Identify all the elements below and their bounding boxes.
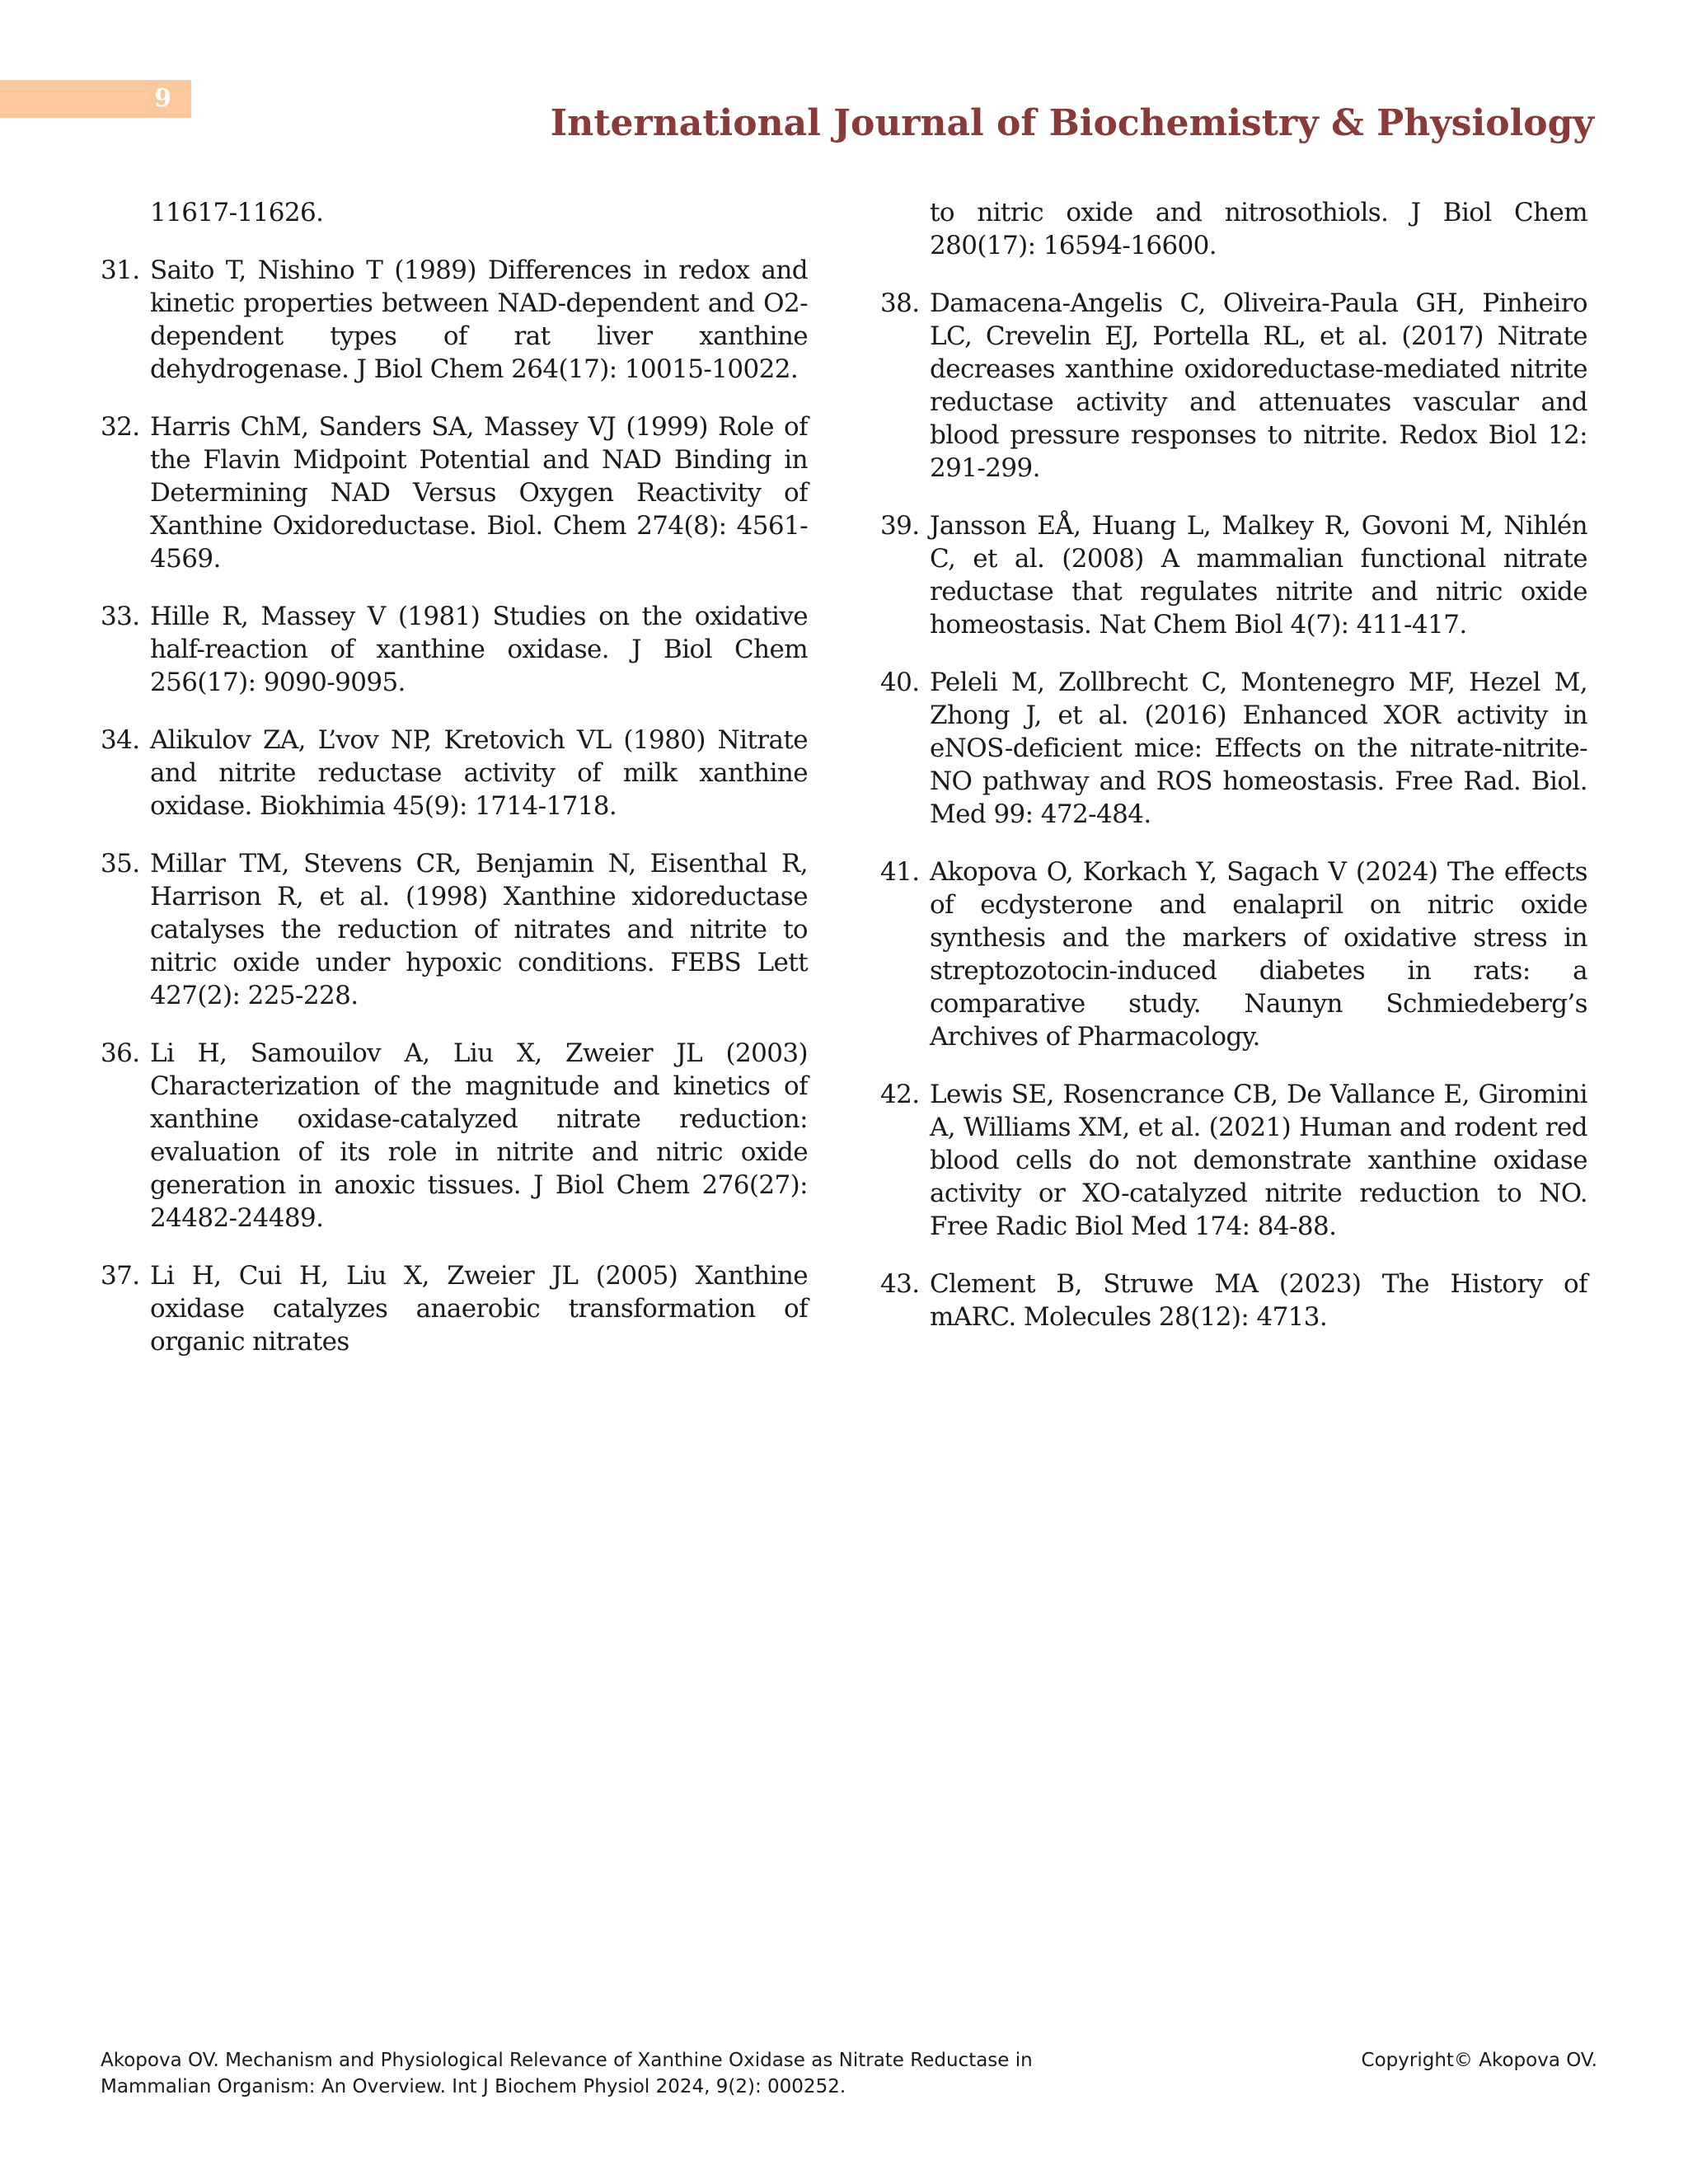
- reference-number: 42.: [880, 1080, 920, 1109]
- reference-text: Millar TM, Stevens CR, Benjamin N, Eisenthal R, Harrison R, et al. (1998) Xanthine xidoreductase catalyses the reduction of nitrates and nitrite to nitric oxide under hypoxic conditions. FEBS Lett 427(2): 225-228.: [150, 849, 808, 1010]
- reference-text: Harris ChM, Sanders SA, Massey VJ (1999) Role of the Flavin Midpoint Potential and NAD Binding in Determining NAD Versus Oxygen Reactivity of Xanthine Oxidoreductase. Biol. Chem 274(8): 4561-4569.: [150, 412, 808, 574]
- references-column-right: [880, 196, 1587, 1358]
- footer-citation-line: Akopova OV. Mechanism and Physiological Relevance of Xanthine Oxidase as Nitrate Reductase in: [101, 2050, 1033, 2071]
- reference-item: [880, 509, 1587, 641]
- reference-text: 11617-11626.: [150, 198, 324, 227]
- reference-text: Jansson EÅ, Huang L, Malkey R, Govoni M, Nihlén C, et al. (2008) A mammalian functional nitrate reductase that regulates nitrite and nitric oxide homeostasis. Nat Chem Biol 4(7): 411-417.: [930, 511, 1587, 640]
- reference-text: Damacena-Angelis C, Oliveira-Paula GH, Pinheiro LC, Crevelin EJ, Portella RL, et al. (2017) Nitrate decreases xanthine oxidoreductase-mediated nitrite reductase activity and attenuates vascular and blood pressure responses to nitrite. Redox Biol 12: 291-299.: [930, 288, 1587, 483]
- reference-number: 39.: [880, 511, 920, 541]
- page-number-badge: [0, 80, 191, 118]
- reference-number: 35.: [101, 849, 140, 879]
- reference-number: 37.: [101, 1261, 140, 1291]
- reference-number: 34.: [101, 725, 140, 755]
- reference-item: [101, 196, 808, 229]
- reference-number: 41.: [880, 857, 920, 887]
- reference-item: [880, 287, 1587, 485]
- reference-item: [101, 724, 808, 823]
- footer-copyright: Copyright© Akopova OV.: [1361, 2050, 1597, 2071]
- reference-number: 43.: [880, 1269, 920, 1299]
- reference-item: [880, 1078, 1587, 1243]
- reference-number: 32.: [101, 412, 140, 442]
- footer-citation-line: Mammalian Organism: An Overview. Int J Biochem Physiol 2024, 9(2): 000252.: [101, 2076, 846, 2097]
- footer-citation: [101, 2047, 1172, 2100]
- reference-text: Li H, Cui H, Liu X, Zweier JL (2005) Xanthine oxidase catalyzes anaerobic transformation of organic nitrates: [150, 1261, 808, 1357]
- reference-text: Peleli M, Zollbrecht C, Montenegro MF, Hezel M, Zhong J, et al. (2016) Enhanced XOR activity in eNOS-deficient mice: Effects on the nitrate-nitrite-NO pathway and ROS homeostasis. Free Rad. Biol. Med 99: 472-484.: [930, 668, 1587, 829]
- reference-item: [880, 855, 1587, 1053]
- reference-number: 31.: [101, 255, 140, 285]
- reference-number: 36.: [101, 1038, 140, 1068]
- page-number: 9: [154, 84, 171, 113]
- reference-text: Clement B, Struwe MA (2023) The History of mARC. Molecules 28(12): 4713.: [930, 1269, 1587, 1332]
- reference-text: Hille R, Massey V (1981) Studies on the oxidative half-reaction of xanthine oxidase. J Biol Chem 256(17): 9090-9095.: [150, 602, 808, 697]
- reference-text: Li H, Samouilov A, Liu X, Zweier JL (2003) Characterization of the magnitude and kinetics of xanthine oxidase-catalyzed nitrate reduction: evaluation of its role in nitrite and nitric oxide generation in anoxic tissues. J Biol Chem 276(27): 24482-24489.: [150, 1038, 808, 1233]
- reference-item: [101, 410, 808, 575]
- journal-title: International Journal of Biochemistry & Physiology: [550, 102, 1594, 144]
- reference-item: [880, 1268, 1587, 1333]
- reference-text: Saito T, Nishino T (1989) Differences in redox and kinetic properties between NAD-dependent and O2-dependent types of rat liver xanthine dehydrogenase. J Biol Chem 264(17): 10015-10022.: [150, 255, 808, 384]
- reference-text: to nitric oxide and nitrosothiols. J Biol Chem 280(17): 16594-16600.: [930, 198, 1587, 260]
- reference-item: [880, 196, 1587, 262]
- reference-text: Lewis SE, Rosencrance CB, De Vallance E, Giromini A, Williams XM, et al. (2021) Human and rodent red blood cells do not demonstrate xanthine oxidase activity or XO-catalyzed nitrite reduction to NO. Free Radic Biol Med 174: 84-88.: [930, 1080, 1587, 1241]
- reference-item: [101, 254, 808, 386]
- references-column-left: [101, 196, 808, 1383]
- reference-item: [101, 847, 808, 1012]
- reference-text: Akopova O, Korkach Y, Sagach V (2024) The effects of ecdysterone and enalapril on nitric oxide synthesis and the markers of oxidative stress in streptozotocin-induced diabetes in rats: a comparative study. Naunyn Schmiedeberg’s Archives of Pharmacology.: [930, 857, 1587, 1052]
- reference-item: [101, 600, 808, 699]
- reference-item: [101, 1037, 808, 1235]
- reference-number: 33.: [101, 602, 140, 631]
- reference-number: 40.: [880, 668, 920, 697]
- reference-item: [880, 666, 1587, 831]
- reference-item: [101, 1259, 808, 1358]
- reference-text: Alikulov ZA, L’vov NP, Kretovich VL (1980) Nitrate and nitrite reductase activity of milk xanthine oxidase. Biokhimia 45(9): 1714-1718.: [150, 725, 808, 821]
- reference-number: 38.: [880, 288, 920, 318]
